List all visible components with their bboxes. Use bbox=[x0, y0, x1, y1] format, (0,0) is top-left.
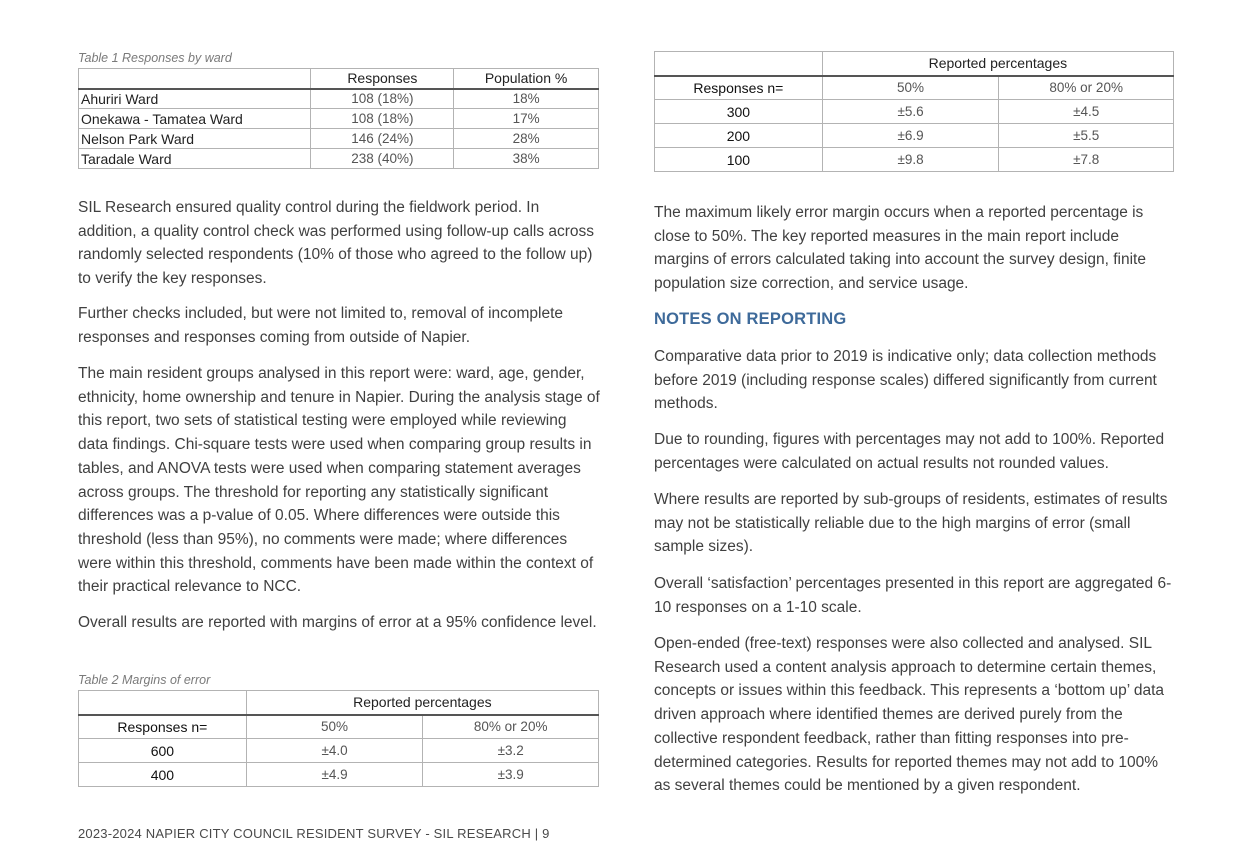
col-80-header: 80% or 20% bbox=[999, 76, 1174, 100]
comparative-data-paragraph: Comparative data prior to 2019 is indicative only; data collection methods before 2019 (including response scales) differed significantly from current methods. bbox=[654, 348, 1157, 413]
ward-responses: 146 (24%) bbox=[311, 129, 454, 149]
table-header-row bbox=[79, 691, 599, 715]
margin-80: ±3.2 bbox=[423, 739, 599, 763]
responses-n-header: Responses n= bbox=[655, 76, 823, 100]
table-row bbox=[79, 763, 599, 787]
rounding-paragraph: Due to rounding, figures with percentages may not add to 100%. Reported percentages were calculated on actual results not rounded values. bbox=[654, 431, 1165, 472]
col-50-header: 50% bbox=[822, 76, 999, 100]
table-header-blank bbox=[79, 69, 311, 89]
col-50-header: 50% bbox=[246, 715, 423, 739]
table2-caption: Table 2 Margins of error bbox=[78, 673, 211, 687]
margin-50: ±4.9 bbox=[246, 763, 423, 787]
sub-groups-paragraph: Where results are reported by sub-groups of residents, estimates of results may not be statistically reliable due to the high margins of error (small sample sizes). bbox=[654, 491, 1168, 556]
ward-population: 18% bbox=[454, 89, 599, 109]
margin-50: ±5.6 bbox=[822, 100, 999, 124]
reported-percentages-header: Reported percentages bbox=[822, 52, 1173, 76]
ward-responses: 108 (18%) bbox=[311, 109, 454, 129]
responses-by-ward-table bbox=[78, 68, 599, 169]
satisfaction-paragraph: Overall ‘satisfaction’ percentages presented in this report are aggregated 6-10 responses on a 1-10 scale. bbox=[654, 575, 1172, 616]
table-row bbox=[655, 100, 1174, 124]
sample-size: 400 bbox=[79, 763, 247, 787]
margin-80: ±3.9 bbox=[423, 763, 599, 787]
margin-80: ±5.5 bbox=[999, 124, 1174, 148]
ward-population: 28% bbox=[454, 129, 599, 149]
table-row bbox=[655, 148, 1174, 172]
table-header-row bbox=[79, 69, 599, 89]
ward-responses: 108 (18%) bbox=[311, 89, 454, 109]
notes-on-reporting-heading: NOTES ON REPORTING bbox=[654, 310, 847, 328]
table-header-row bbox=[655, 52, 1174, 76]
margins-paragraph: Overall results are reported with margins of error at a 95% confidence level. bbox=[78, 614, 597, 631]
col-80-header: 80% or 20% bbox=[423, 715, 599, 739]
table-row bbox=[79, 129, 599, 149]
further-checks-paragraph: Further checks included, but were not limited to, removal of incomplete responses and responses coming from outside of Napier. bbox=[78, 305, 564, 346]
ward-name: Ahuriri Ward bbox=[79, 89, 311, 109]
error-margin-paragraph: The maximum likely error margin occurs when a reported percentage is close to 50%. The key reported measures in the main report include margins of errors calculated taking into account the survey design, finite population size correction, and service usage. bbox=[654, 204, 1146, 293]
ward-population: 38% bbox=[454, 149, 599, 169]
margin-50: ±6.9 bbox=[822, 124, 999, 148]
margins-of-error-table-continued bbox=[654, 51, 1174, 172]
table-header-blank bbox=[655, 52, 823, 76]
quality-control-paragraph: SIL Research ensured quality control during the fieldwork period. In addition, a quality control check was performed using follow-up calls across randomly selected respondents (10% of those who agreed to the follow up) to verify the key responses. bbox=[78, 199, 595, 288]
margin-80: ±7.8 bbox=[999, 148, 1174, 172]
table-row bbox=[79, 89, 599, 109]
table1-caption: Table 1 Responses by ward bbox=[78, 51, 232, 65]
ward-responses: 238 (40%) bbox=[311, 149, 454, 169]
margins-of-error-table bbox=[78, 690, 599, 787]
sample-size: 100 bbox=[655, 148, 823, 172]
table-header-blank bbox=[79, 691, 247, 715]
responses-n-header: Responses n= bbox=[79, 715, 247, 739]
sample-size: 300 bbox=[655, 100, 823, 124]
open-ended-paragraph: Open-ended (free-text) responses were also collected and analysed. SIL Research used a content analysis approach to determine certain themes, concepts or issues within this feedback. This represents a ‘bottom up’ data driven approach where identified themes are derived purely from the collective respondent feedback, rather than fitting responses into pre-determined categories. Results for reported themes may not add to 100% as several themes could be mentioned by a given respondent. bbox=[654, 635, 1165, 795]
ward-name: Taradale Ward bbox=[79, 149, 311, 169]
table-row bbox=[79, 149, 599, 169]
sample-size: 200 bbox=[655, 124, 823, 148]
page-footer: 2023-2024 NAPIER CITY COUNCIL RESIDENT SURVEY - SIL RESEARCH | 9 bbox=[78, 826, 550, 841]
table-header-responses: Responses bbox=[311, 69, 454, 89]
sample-size: 600 bbox=[79, 739, 247, 763]
table-header-population: Population % bbox=[454, 69, 599, 89]
ward-population: 17% bbox=[454, 109, 599, 129]
margin-50: ±4.0 bbox=[246, 739, 423, 763]
reported-percentages-header: Reported percentages bbox=[246, 691, 598, 715]
ward-name: Onekawa - Tamatea Ward bbox=[79, 109, 311, 129]
table-row bbox=[655, 124, 1174, 148]
table-subheader-row bbox=[79, 715, 599, 739]
table-subheader-row bbox=[655, 76, 1174, 100]
table-row bbox=[79, 739, 599, 763]
margin-80: ±4.5 bbox=[999, 100, 1174, 124]
ward-name: Nelson Park Ward bbox=[79, 129, 311, 149]
analysis-paragraph: The main resident groups analysed in this report were: ward, age, gender, ethnicity, home ownership and tenure in Napier. During the analysis stage of this report, two sets of statistical testing were employed while reviewing data findings. Chi-square tests were used when comparing group results in tables, and ANOVA tests were used when comparing statement averages across groups. The threshold for reporting any statistically significant differences was a p-value of 0.05. Where differences were outside this threshold (less than 95%), no comments were made; where differences were within this threshold, comments have been made within the context of their practical relevance to NCC. bbox=[78, 365, 600, 596]
table-row bbox=[79, 109, 599, 129]
margin-50: ±9.8 bbox=[822, 148, 999, 172]
